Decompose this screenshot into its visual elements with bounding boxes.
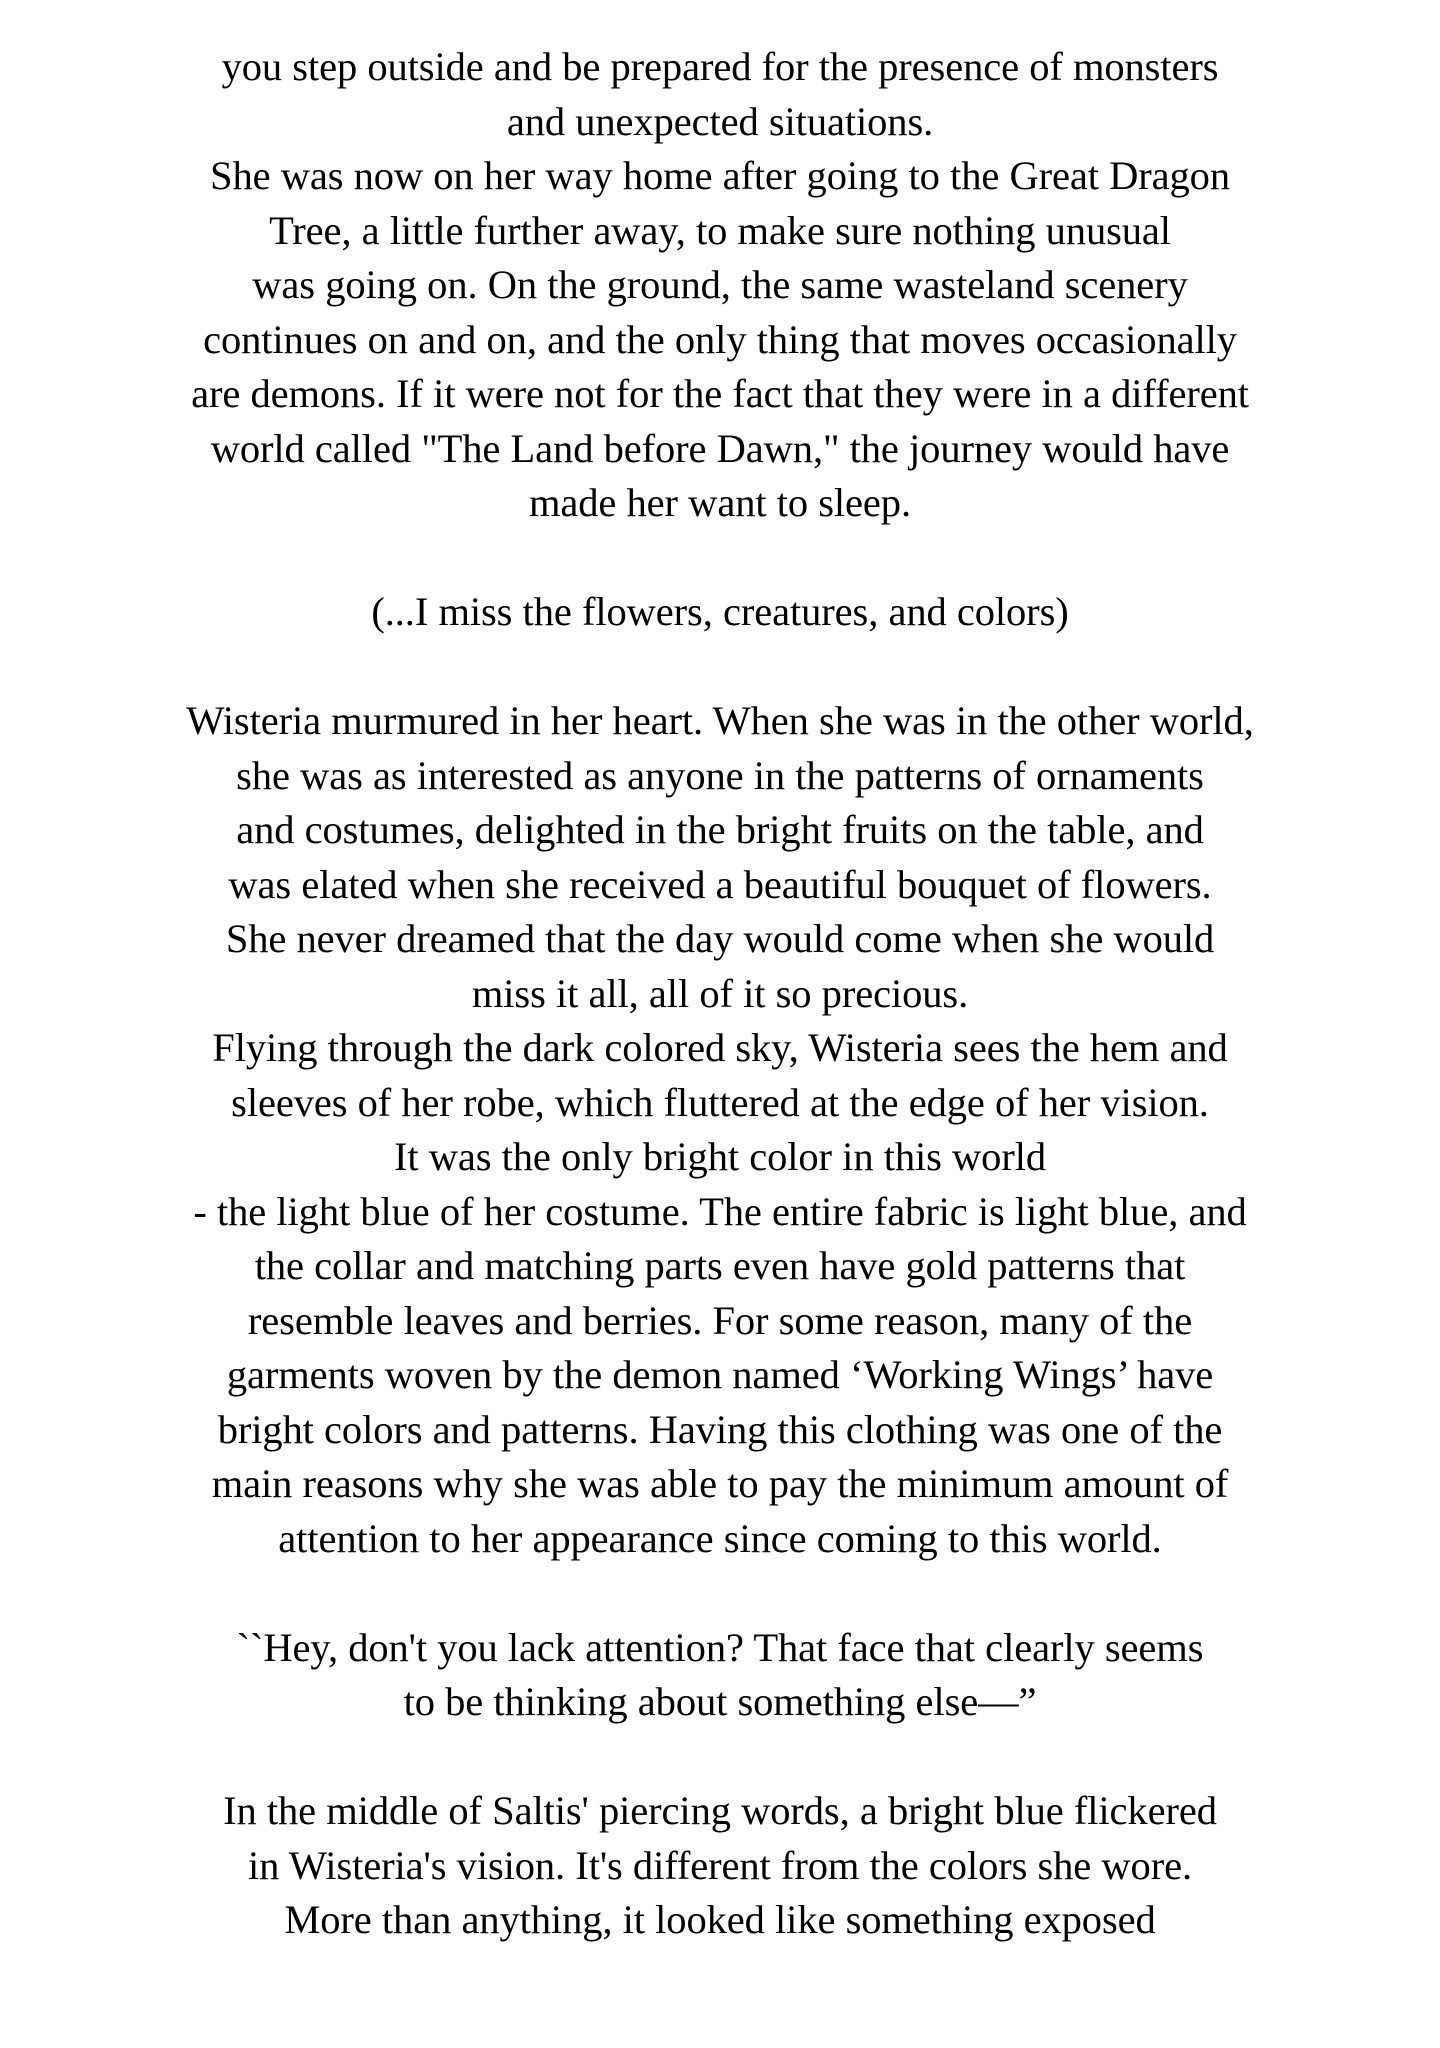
paragraph-spacer [44,1730,1396,1785]
paragraph [44,1621,1396,1730]
text-line: bright colors and patterns. Having this clothing was one of the [217,1406,1223,1452]
text-line: miss it all, all of it so precious. [471,970,969,1016]
text-line: - the light blue of her costume. The entire fabric is light blue, and [193,1188,1247,1234]
text-line: was elated when she received a beautiful bouquet of flowers. [228,861,1212,907]
text-line: It was the only bright color in this world [393,1134,1047,1179]
prose-text-body [44,40,1396,1948]
text-line: made her want to sleep. [529,480,911,525]
paragraph-spacer [44,640,1396,695]
text-line: world called "The Land before Dawn," the journey would have [210,425,1230,471]
text-line: you step outside and be prepared for the presence of monsters [221,44,1219,89]
text-line: resemble leaves and berries. For some reason, many of the [247,1297,1193,1343]
text-line: More than anything, it looked like something exposed [284,1897,1156,1942]
text-line: ``Hey, don't you lack attention? That face that clearly seems [236,1624,1204,1670]
paragraph [44,694,1396,1566]
text-line: she was as interested as anyone in the patterns of ornaments [236,752,1204,798]
paragraph [44,40,1396,531]
text-line: Tree, a little further away, to make sure nothing unusual [269,207,1171,253]
text-line: to be thinking about something else—” [403,1679,1037,1724]
text-line: She was now on her way home after going to the Great Dragon [210,153,1230,198]
text-line: Flying through the dark colored sky, Wisteria sees the hem and [212,1025,1228,1070]
text-line: Wisteria murmured in her heart. When she was in the other world, [186,698,1254,743]
text-line: In the middle of Saltis' piercing words, a bright blue flickered [223,1788,1217,1833]
text-line: sleeves of her robe, which fluttered at the edge of her vision. [231,1079,1209,1125]
paragraph [44,585,1396,640]
text-line: and unexpected situations. [506,98,934,144]
text-line: the collar and matching parts even have gold patterns that [254,1243,1186,1288]
paragraph [44,1784,1396,1948]
text-line: and costumes, delighted in the bright fruits on the table, and [236,807,1204,852]
paragraph-spacer [44,1566,1396,1621]
text-line: was going on. On the ground, the same wasteland scenery [252,262,1188,307]
text-line: She never dreamed that the day would come when she would [225,916,1215,961]
text-line: in Wisteria's vision. It's different from the colors she wore. [248,1842,1192,1888]
text-line: main reasons why she was able to pay the minimum amount of [211,1461,1229,1506]
text-line: attention to her appearance since coming to this world. [278,1515,1162,1561]
paragraph-spacer [44,531,1396,586]
text-line: (...I miss the flowers, creatures, and colors) [371,589,1069,634]
text-line: are demons. If it were not for the fact that they were in a different [191,371,1249,416]
text-line: continues on and on, and the only thing that moves occasionally [203,316,1237,362]
text-line: garments woven by the demon named ‘Working Wings’ have [226,1352,1214,1397]
